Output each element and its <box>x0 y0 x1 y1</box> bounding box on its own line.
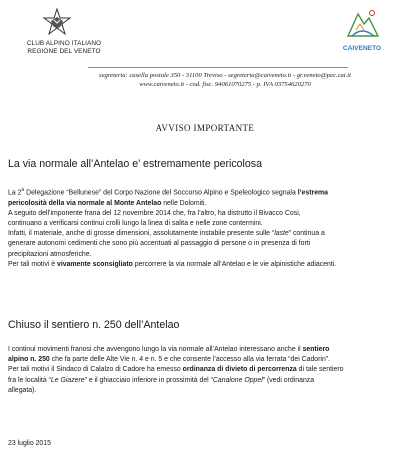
caiveneto-label: CAIVENETO <box>342 45 382 52</box>
section-1-heading: La via normale all’Antelao e’ estremamente pericolosa <box>8 158 262 170</box>
body-line: I continui movimenti franosi che avvengono lungo la via normale all’Antelao interessano anche il sentiero <box>8 346 330 353</box>
org-line-2: REGIONE DEL VENETO <box>27 48 101 55</box>
section-1-body <box>8 185 400 270</box>
section-2-body <box>8 345 400 396</box>
notice-title: AVVISO IMPORTANTE <box>155 123 255 133</box>
body-line: generare autonomi cedimenti che sono più accentuati al passaggio di persone o in presenza di forti <box>8 240 311 248</box>
org-line-1: CLUB ALPINO ITALIANO <box>26 40 102 47</box>
document-date: 23 luglio 2015 <box>8 440 51 447</box>
header-divider <box>88 67 348 68</box>
contact-line-1: segreteria: casella postale 350 - 31100 Treviso - segreteria@caiveneto.it - gr.veneto@pec.cai.it <box>99 72 351 79</box>
body-line: continuano a verificarsi continui crolli lungo la linea di salita e nelle zone contermini. <box>8 219 263 227</box>
body-line: precipitazioni atmosferiche. <box>8 250 92 258</box>
body-line: pericolosità della via normale al Monte Antelao nelle Dolomiti. <box>8 199 207 207</box>
body-line: allegata). <box>8 386 37 394</box>
organization-name <box>24 40 104 56</box>
contact-line-2: www.caiveneto.it - cod. fisc. 94061070275 - p. IVA 03754620270 <box>139 81 311 89</box>
contact-info <box>60 71 390 90</box>
body-line: Per tali motivi è vivamente sconsigliato percorrere la via normale all’Antelao e le vie alpinistiche adiacenti. <box>8 260 337 268</box>
section-2-heading: Chiuso il sentiero n. 250 dell’Antelao <box>8 319 180 331</box>
body-line: Infatti, il materiale, anche di grosse dimensioni, assolutamente instabile presente sulle “laste” continua a <box>8 230 325 238</box>
body-line: La 2$^a$ Delegazione “Bellunese” del Corpo Nazione del Soccorso Alpino e Speleologico segnala l’estrema <box>8 187 328 197</box>
caiveneto-mountain-logo <box>342 6 382 42</box>
body-line: alpino n. 250 che fa parte delle Alte Vie n. 4 e n. 5 e che consente l’accesso alla via ferrata “dei Cadorin”. <box>8 356 331 364</box>
body-line: Per tali motivi il Sindaco di Calalzo di Cadore ha emesso ordinanza di divieto di percorrenza di tale sentiero <box>8 366 344 374</box>
letterhead <box>0 0 410 89</box>
body-line: fra le località “Le Giazere” e il ghiacciaio inferiore in prossimità del “Canalone Oppel” (vedi ordinanza <box>8 376 315 384</box>
cai-eagle-star-logo <box>42 8 72 38</box>
body-line: A seguito dell’imponente frana del 12 novembre 2014 che, fra l’altro, ha distrutto il Bivacco Cosi, <box>8 209 301 217</box>
